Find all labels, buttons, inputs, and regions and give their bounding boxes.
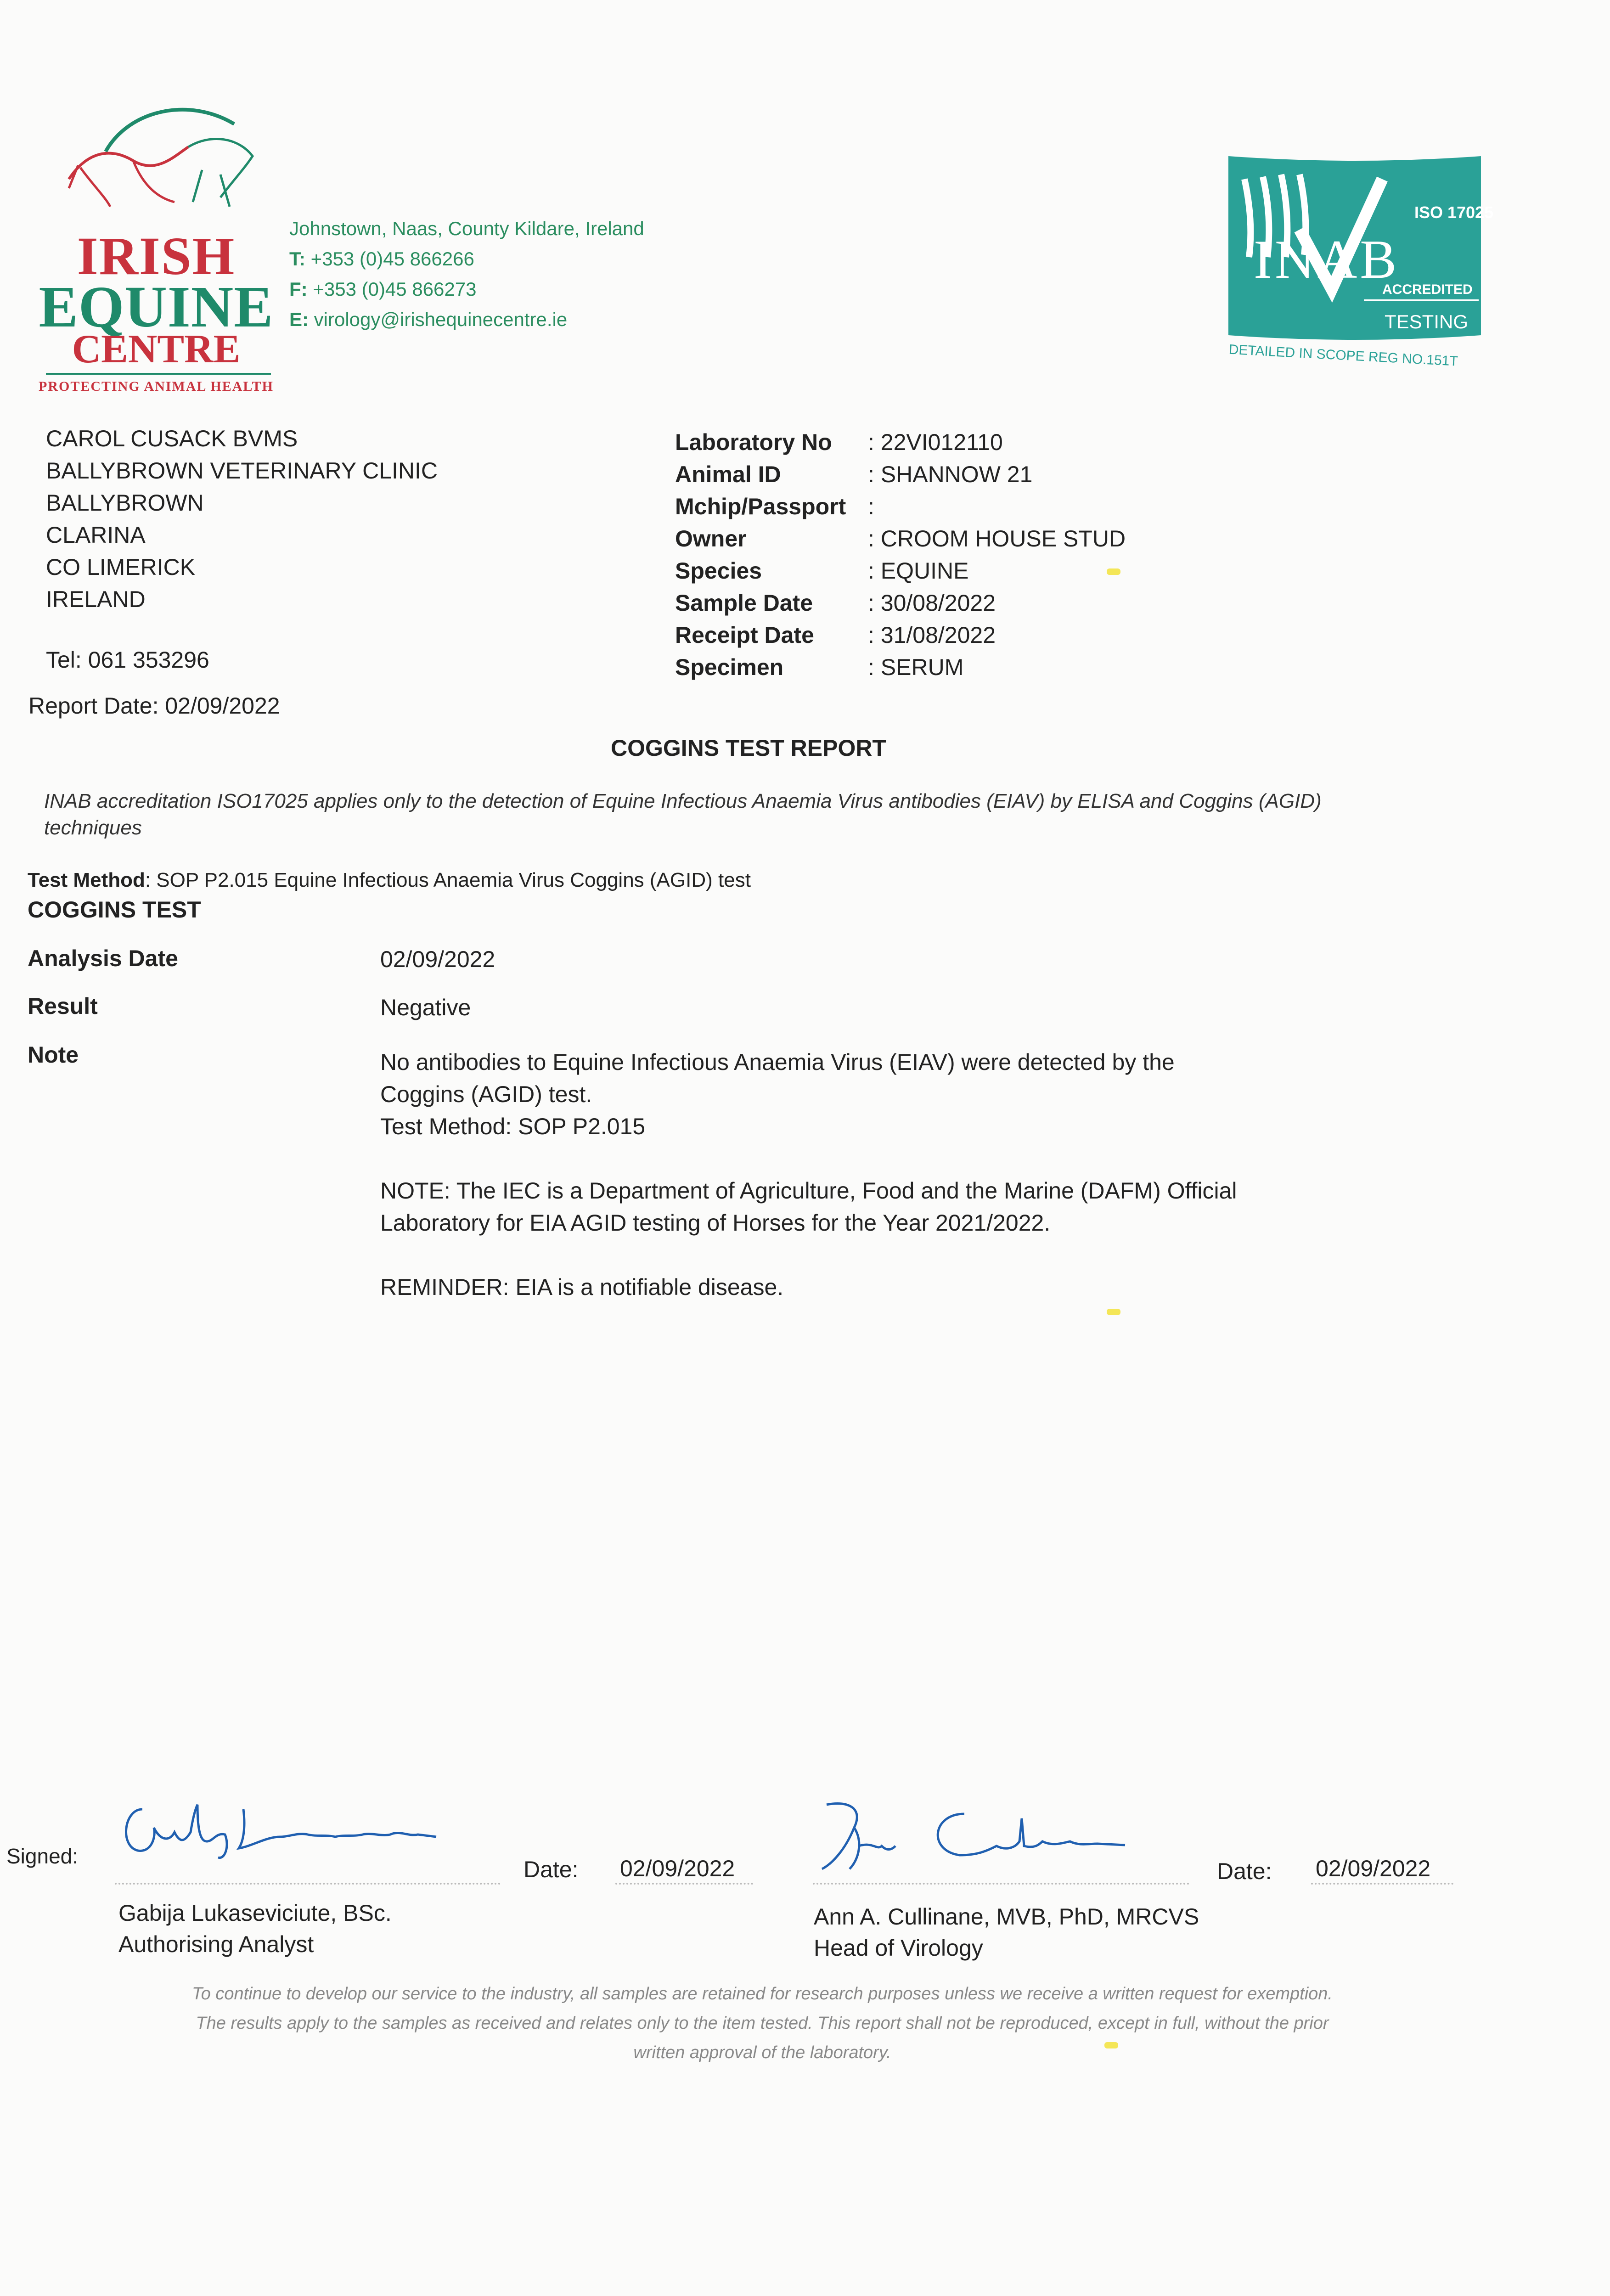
logo-word-irish: IRISH [77, 226, 236, 286]
inab-scope-text: DETAILED IN SCOPE REG NO.151T [1228, 342, 1458, 369]
signer-1-role: Authorising Analyst [118, 1931, 314, 1957]
detail-row-specimen [675, 651, 1126, 683]
analysis-date-label: Analysis Date [28, 945, 178, 971]
contact-fax [289, 274, 644, 304]
tel-label: T: [289, 248, 305, 270]
test-method-label: Test Method [28, 869, 145, 891]
inab-testing-text: TESTING [1385, 311, 1469, 332]
date-line-1 [615, 1883, 753, 1885]
horse-logo-icon [37, 92, 276, 230]
test-method-value: : SOP P2.015 Equine Infectious Anaemia Virus Coggins (AGID) test [145, 869, 751, 891]
fax-label: F: [289, 278, 308, 300]
note-block [380, 1046, 1253, 1335]
date-line-2 [1311, 1883, 1453, 1885]
detail-label: Animal ID [675, 461, 781, 487]
signer-2-block [814, 1901, 1199, 1964]
detail-value: : CROOM HOUSE STUD [868, 526, 1126, 551]
address-line: CLARINA [46, 522, 146, 548]
detail-label: Sample Date [675, 590, 813, 616]
tel-value: +353 (0)45 866266 [310, 248, 474, 270]
inab-mark-text: INAB [1254, 229, 1400, 290]
detail-label: Mchip/Passport [675, 494, 846, 519]
footer-line: written approval of the laboratory. [633, 2043, 891, 2062]
yellow-highlight-mark [1104, 2042, 1118, 2048]
signed-label: Signed: [6, 1844, 79, 1868]
signature-line-1 [115, 1883, 501, 1885]
contact-block [289, 214, 644, 335]
yellow-highlight-mark [1107, 568, 1120, 575]
detail-label: Laboratory No [675, 429, 832, 455]
inab-accredited-text: ACCREDITED [1382, 282, 1473, 297]
result-label: Result [28, 993, 98, 1019]
detail-label: Owner [675, 526, 747, 551]
note-paragraph-dafm: NOTE: The IEC is a Department of Agriculture, Food and the Marine (DAFM) Official Laboratory for EIA AGID testing of Horses for the Year 2021/2022. [380, 1178, 1237, 1236]
detail-value: : SERUM [868, 654, 964, 680]
analysis-date-value: 02/09/2022 [380, 946, 495, 972]
inab-accreditation-badge [1226, 152, 1494, 372]
report-title: COGGINS TEST REPORT [610, 735, 887, 761]
note-paragraph-reminder: REMINDER: EIA is a notifiable disease. [380, 1274, 784, 1300]
address-line: IRELAND [46, 586, 146, 612]
signer-1-name: Gabija Lukaseviciute, BSc. [118, 1900, 392, 1926]
signature-gabija-lukaseviciute [115, 1791, 445, 1864]
irish-equine-centre-logo [37, 92, 276, 395]
detail-row-owner [675, 523, 1126, 555]
detail-label: Species [675, 558, 762, 584]
signature-ann-cullinane [813, 1791, 1134, 1878]
signer-2-role: Head of Virology [814, 1935, 983, 1961]
fax-value: +353 (0)45 866273 [313, 278, 477, 300]
signer-1-block [118, 1897, 392, 1960]
detail-row-sample-date [675, 587, 1126, 619]
note-label: Note [28, 1042, 79, 1068]
contact-email [289, 304, 644, 335]
recipient-tel: Tel: 061 353296 [46, 647, 209, 673]
date-value-2: 02/09/2022 [1316, 1856, 1431, 1881]
logo-tagline: PROTECTING ANIMAL HEALTH [39, 379, 274, 394]
email-value: virology@irishequinecentre.ie [314, 309, 568, 330]
detail-label: Receipt Date [675, 622, 814, 648]
detail-value: : 22VI012110 [868, 429, 1003, 455]
detail-label: Specimen [675, 654, 784, 680]
detail-row-mchip-passport [675, 490, 1126, 523]
sample-details [675, 426, 1126, 683]
address-line: BALLYBROWN [46, 490, 204, 516]
detail-row-species [675, 555, 1126, 587]
address-line: BALLYBROWN VETERINARY CLINIC [46, 458, 438, 484]
footer-line: The results apply to the samples as received and relates only to the item tested. This report shall not be reproduced, except in full, without the prior [196, 2014, 1329, 2033]
inab-badge-icon [1226, 152, 1494, 372]
footer-line: To continue to develop our service to the industry, all samples are retained for research purposes unless we receive a written request for exemption. [192, 1984, 1333, 2003]
detail-value: : [868, 494, 874, 519]
contact-tel [289, 244, 644, 274]
address-line: CO LIMERICK [46, 554, 196, 580]
date-value-1: 02/09/2022 [620, 1856, 735, 1881]
report-date: Report Date: 02/09/2022 [28, 693, 280, 719]
test-method-line [28, 869, 751, 892]
detail-row-laboratory-no [675, 426, 1126, 458]
footer-disclaimer [73, 1979, 1451, 2067]
signature-line-2 [813, 1883, 1189, 1885]
detail-value: : 31/08/2022 [868, 622, 996, 648]
recipient-address [46, 422, 438, 615]
detail-row-animal-id [675, 458, 1126, 490]
detail-value: : EQUINE [868, 558, 969, 584]
email-label: E: [289, 309, 309, 330]
logo-word-centre: CENTRE [72, 327, 241, 371]
date-label-1: Date: [524, 1857, 579, 1882]
address-line: CAROL CUSACK BVMS [46, 426, 298, 451]
detail-row-receipt-date [675, 619, 1126, 651]
detail-value: : 30/08/2022 [868, 590, 996, 616]
logo-rule [46, 373, 271, 375]
detail-value: : SHANNOW 21 [868, 461, 1033, 487]
note-paragraph-result: No antibodies to Equine Infectious Anaemia Virus (EIAV) were detected by the Coggins (AGID) test. Test Method: SOP P2.015 [380, 1049, 1175, 1139]
accreditation-disclaimer: INAB accreditation ISO17025 applies only to the detection of Equine Infectious Anaemia Virus antibodies (EIAV) by ELISA and Coggins (AGID) techniques [44, 790, 1322, 839]
contact-address: Johnstown, Naas, County Kildare, Ireland [289, 218, 644, 239]
inab-iso-text: ISO 17025 [1414, 203, 1494, 222]
logo-word-equine: EQUINE [39, 274, 274, 339]
result-value: Negative [380, 995, 471, 1020]
date-label-2: Date: [1217, 1858, 1272, 1884]
yellow-highlight-mark [1107, 1309, 1120, 1315]
signer-2-name: Ann A. Cullinane, MVB, PhD, MRCVS [814, 1904, 1199, 1930]
coggins-test-heading: COGGINS TEST [28, 897, 201, 923]
